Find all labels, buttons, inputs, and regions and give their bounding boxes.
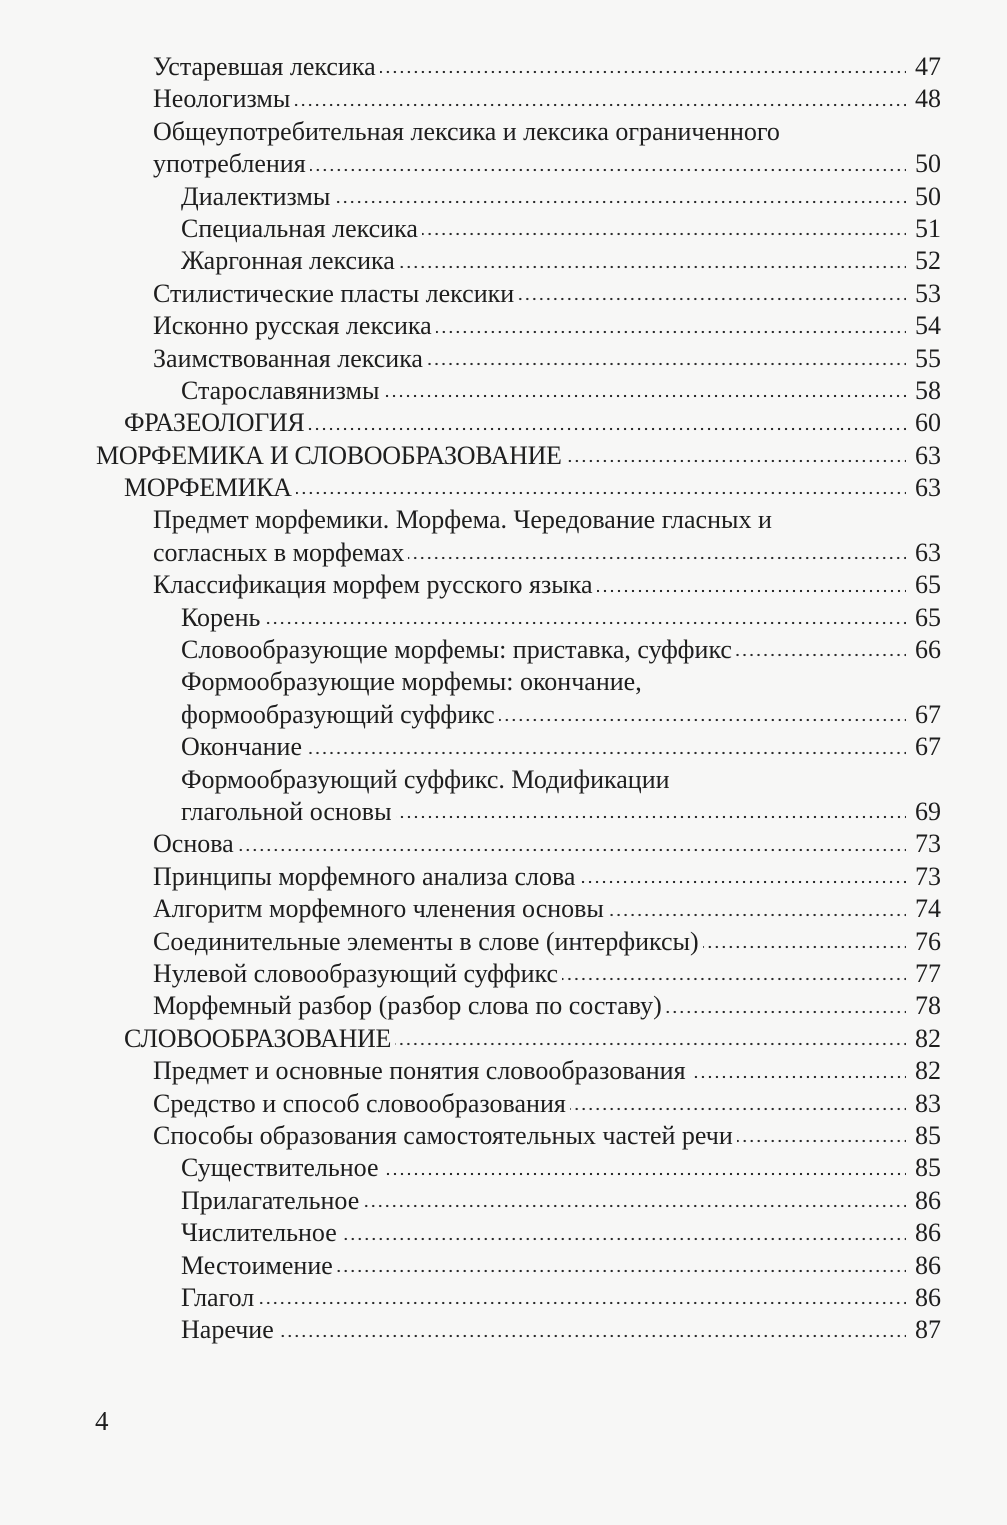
toc-entry-title: МОРФЕМИКА И СЛОВООБРАЗОВАНИЕ — [96, 440, 562, 470]
toc-entry-title: Существительное — [181, 1153, 379, 1183]
toc-entry-page: 54 — [906, 310, 941, 342]
toc-entry — [0, 116, 1007, 181]
toc-entry-title: ФРАЗЕОЛОГИЯ — [124, 408, 305, 438]
toc-entry-page: 51 — [906, 213, 941, 245]
toc-entry — [0, 1120, 1007, 1152]
toc-entry-title: Способы образования самостоятельных частей речи — [153, 1120, 733, 1150]
toc-entry-title: Основа — [153, 829, 234, 859]
toc-entry-page: 86 — [906, 1282, 941, 1314]
toc-entry-page: 76 — [906, 926, 941, 958]
toc-entry-title: Глагол — [181, 1282, 255, 1312]
toc-entry — [0, 958, 1007, 990]
toc-entry-title: Неологизмы — [153, 84, 291, 114]
toc-entry-page: 86 — [906, 1250, 941, 1282]
toc-entry-title: Морфемный разбор (разбор слова по составу) — [153, 991, 662, 1021]
toc-entry-title: Средство и способ словообразования — [153, 1088, 566, 1118]
toc-entry-title: Алгоритм морфемного членения основы — [153, 894, 604, 924]
toc-entry — [0, 310, 1007, 342]
toc-entry-page: 82 — [906, 1023, 941, 1055]
toc-entry-title: Корень — [181, 602, 261, 632]
toc-entry-page: 47 — [906, 51, 941, 83]
toc-entry-title: Окончание — [181, 732, 302, 762]
toc-entry-page: 85 — [906, 1120, 941, 1152]
toc-entry — [0, 278, 1007, 310]
toc-entry — [0, 1088, 1007, 1120]
toc-entry — [0, 504, 1007, 569]
toc-entry — [0, 1055, 1007, 1087]
toc-entry — [0, 472, 1007, 504]
toc-entry-title: Устаревшая лексика — [153, 52, 376, 81]
toc-entry — [0, 602, 1007, 634]
toc-entry-page: 58 — [906, 375, 941, 407]
page-number: 4 — [95, 1406, 109, 1436]
toc-entry-page: 63 — [906, 440, 941, 472]
toc-entry — [0, 861, 1007, 893]
toc-entry — [0, 51, 1007, 83]
toc-entry-page: 66 — [906, 634, 941, 666]
toc-entry-page: 67 — [906, 699, 941, 731]
toc-entry — [0, 1282, 1007, 1314]
toc-entry-page: 83 — [906, 1088, 941, 1120]
toc-entry-title: Стилистические пласты лексики — [153, 278, 515, 308]
toc-entry-title: Предмет и основные понятия словообразования — [153, 1056, 686, 1086]
toc-entry-page: 77 — [906, 958, 941, 990]
toc-entry-page: 63 — [906, 472, 941, 504]
toc-entry — [0, 764, 1007, 829]
toc-entry — [0, 926, 1007, 958]
toc-entry-page: 73 — [906, 861, 941, 893]
toc-entry-title: Исконно русская лексика — [153, 311, 432, 341]
toc-entry-page: 86 — [906, 1185, 941, 1217]
toc-entry — [0, 343, 1007, 375]
toc-entry-title: СЛОВООБРАЗОВАНИЕ — [124, 1023, 392, 1053]
toc-entry-page: 85 — [906, 1152, 941, 1184]
toc-entry-title: Формообразующие морфемы: окончание, формообразующий суффикс — [181, 667, 642, 729]
toc-entry — [0, 1314, 1007, 1346]
toc-entry-page: 48 — [906, 83, 941, 115]
toc-entry-title: Предмет морфемики. Морфема. Чередование гласных и согласных в морфемах — [153, 505, 772, 567]
toc-entry-page: 67 — [906, 731, 941, 763]
toc-entry-title: Числительное — [181, 1218, 337, 1248]
toc-entry — [0, 213, 1007, 245]
toc-entry-page: 65 — [906, 569, 941, 601]
table-of-contents — [0, 51, 1007, 1347]
toc-entry — [0, 731, 1007, 763]
toc-entry-title: Общеупотребительная лексика и лексика ограниченного употребления — [153, 116, 780, 179]
toc-entry-page: 50 — [906, 148, 941, 180]
toc-entry-title: Словообразующие морфемы: приставка, суффикс — [181, 635, 732, 665]
toc-entry-page: 60 — [906, 407, 941, 439]
toc-entry-title: Наречие — [181, 1315, 274, 1345]
toc-entry-title: Нулевой словообразующий суффикс — [153, 959, 559, 988]
toc-entry-page: 63 — [906, 537, 941, 569]
toc-entry-title: Местоимение — [181, 1250, 333, 1280]
toc-entry-page: 55 — [906, 343, 941, 375]
toc-entry-title: Старославянизмы — [181, 375, 380, 405]
toc-entry — [0, 828, 1007, 860]
toc-entry-page: 87 — [906, 1314, 941, 1346]
toc-entry-title: Формообразующий суффикс. Модификации глагольной основы — [181, 764, 670, 827]
toc-entry — [0, 1185, 1007, 1217]
toc-entry — [0, 245, 1007, 277]
toc-entry-title: Соединительные элементы в слове (интерфиксы) — [153, 926, 699, 956]
toc-entry-title: Диалектизмы — [181, 181, 331, 211]
toc-entry — [0, 990, 1007, 1022]
toc-entry-page: 74 — [906, 893, 941, 925]
toc-entry — [0, 569, 1007, 601]
toc-entry — [0, 83, 1007, 115]
toc-entry — [0, 407, 1007, 439]
toc-entry — [0, 375, 1007, 407]
toc-entry — [0, 181, 1007, 213]
toc-entry-page: 69 — [906, 796, 941, 828]
toc-entry-page: 52 — [906, 245, 941, 277]
toc-entry-page: 53 — [906, 278, 941, 310]
toc-entry-title: Классификация морфем русского языка — [153, 570, 593, 600]
toc-entry-page: 65 — [906, 602, 941, 634]
toc-entry — [0, 634, 1007, 666]
toc-entry-page: 50 — [906, 181, 941, 213]
toc-entry-title: Принципы морфемного анализа слова — [153, 861, 576, 891]
toc-entry-page: 86 — [906, 1217, 941, 1249]
toc-entry — [0, 1023, 1007, 1055]
toc-entry-title: Жаргонная лексика — [181, 246, 395, 276]
toc-entry — [0, 1152, 1007, 1184]
toc-entry-page: 82 — [906, 1055, 941, 1087]
toc-entry — [0, 893, 1007, 925]
toc-entry — [0, 440, 1007, 472]
toc-entry-title: Прилагательное — [181, 1185, 360, 1215]
toc-entry-title: МОРФЕМИКА — [124, 473, 292, 503]
toc-entry-page: 73 — [906, 828, 941, 860]
toc-entry — [0, 1217, 1007, 1249]
toc-entry — [0, 1250, 1007, 1282]
toc-entry-title: Заимствованная лексика — [153, 343, 423, 373]
toc-entry-page: 78 — [906, 990, 941, 1022]
toc-entry — [0, 666, 1007, 731]
toc-entry-title: Специальная лексика — [181, 213, 418, 243]
